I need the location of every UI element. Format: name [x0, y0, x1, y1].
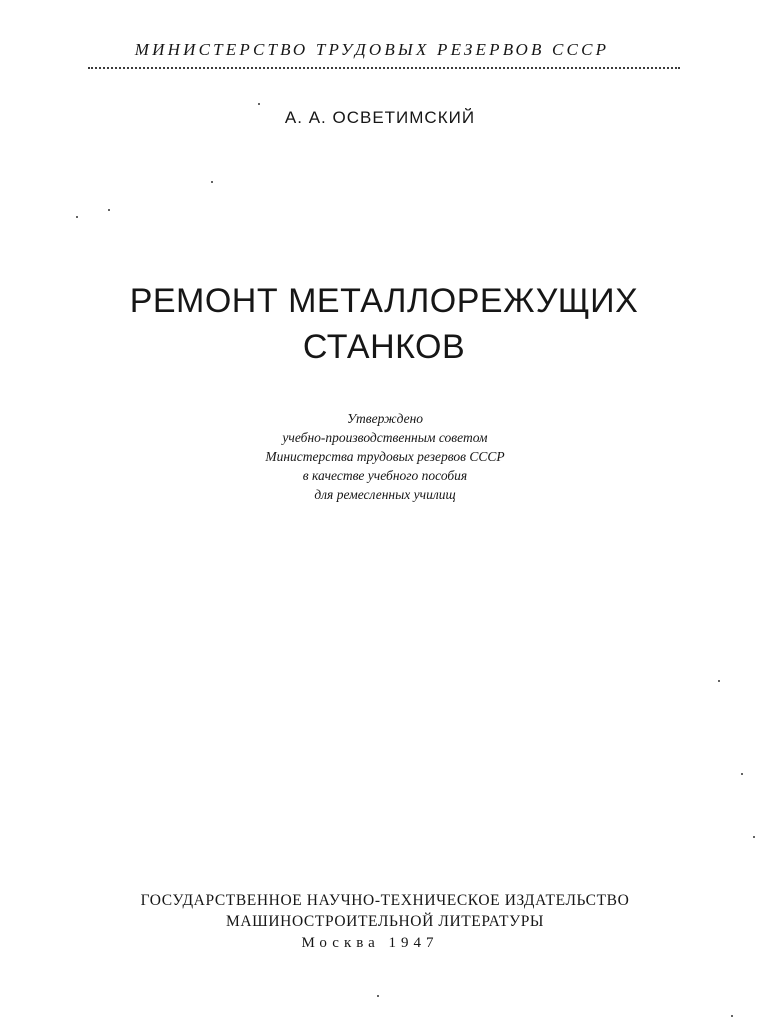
scan-speck: [741, 773, 743, 775]
scan-speck: [753, 836, 755, 838]
author-name: А. А. ОСВЕТИМСКИЙ: [284, 108, 476, 127]
scan-speck: [108, 209, 110, 211]
ministry-header: МИНИСТЕРСТВО ТРУДОВЫХ РЕЗЕРВОВ СССР: [134, 40, 610, 59]
publisher-name: [70, 890, 700, 932]
scan-speck: [258, 103, 260, 105]
scan-speck: [76, 216, 78, 218]
approval-line: Утверждено: [346, 411, 424, 426]
city-year: Москва 1947: [301, 935, 439, 951]
scan-speck: [731, 1015, 733, 1017]
scan-speck: [377, 995, 379, 997]
approval-line: в качестве учебного пособия: [302, 468, 468, 483]
header-rule: [88, 67, 680, 69]
scan-speck: [718, 680, 720, 682]
book-title-line-2: СТАНКОВ: [302, 328, 466, 366]
approval-note: [160, 409, 610, 504]
approval-line: для ремесленных училищ: [314, 487, 456, 502]
approval-line: учебно-производственным советом: [282, 430, 488, 445]
publisher-line-1: ГОСУДАРСТВЕННОЕ НАУЧНО-ТЕХНИЧЕСКОЕ ИЗДАТЕЛЬСТВО: [140, 892, 630, 909]
book-title-line-1: РЕМОНТ МЕТАЛЛОРЕЖУЩИХ: [129, 282, 639, 320]
book-title: [40, 278, 728, 370]
scan-speck: [211, 181, 213, 183]
publisher-line-2: МАШИНОСТРОИТЕЛЬНОЙ ЛИТЕРАТУРЫ: [225, 913, 545, 930]
approval-line: Министерства трудовых резервов СССР: [265, 449, 505, 464]
